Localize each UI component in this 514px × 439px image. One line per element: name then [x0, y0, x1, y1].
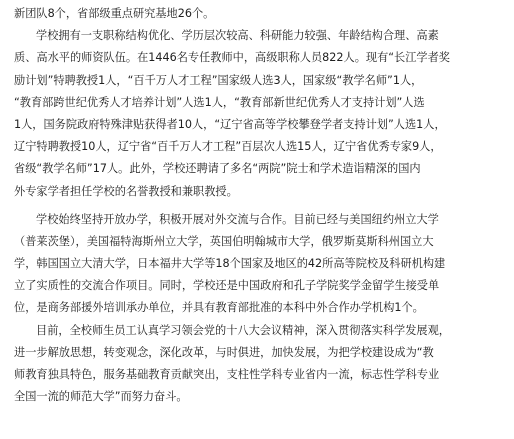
text-line: 1人，国务院政府特殊津贴获得者10人，“辽宁省高等学校攀登学者支持计划”人选1人，: [14, 117, 446, 131]
text-line: 省级“教学名师”17人。此外，学校还聘请了多名“两院”院士和学术造诣精深的国内: [14, 162, 421, 176]
text-line: 学校始终坚持开放办学，积极开展对外交流与合作。目前已经与美国纽约州立大学: [36, 212, 439, 226]
text-line: 质、高水平的师资队伍。在1446名专任教师中，高级职称人员822人。现有“长江学者奖: [14, 51, 450, 65]
document-body: [14, 3, 502, 408]
text-line: 新团队8个，省部级重点研究基地26个。: [14, 7, 215, 20]
document-page: [14, 0, 502, 408]
text-line: 进一步解放思想，转变观念，深化改革，与时俱进，加快发展，为把学校建设成为“教: [14, 345, 434, 359]
text-line: （普莱茨堡），美国福特海斯州立大学，英国伯明翰城市大学，俄罗斯莫斯科州国立大: [14, 234, 434, 248]
text-line: 全国一流的师范大学”而努力奋斗。: [14, 390, 188, 404]
text-line: 师教育独具特色，服务基础教育贡献突出，支柱性学科专业省内一流，标志性学科专业: [14, 368, 440, 381]
text-line: 位，是商务部援外培训承办单位，并具有教育部批准的本科中外合作办学机构1个。: [14, 301, 424, 315]
text-line: 励计划”特聘教授1人，“百千万人才工程”国家级人选3人，国家级“教学名师”1人，: [14, 73, 423, 87]
text-line: 学，韩国国立大清大学，日本福井大学等18个国家及地区的42所高等院校及科研机构建: [14, 257, 446, 271]
text-line: 外专家学者担任学校的名誉教授和兼职教授。: [14, 184, 238, 198]
text-line: 立了实质性的交流合作项目。同时，学校还是中国政府和孔子学院奖学金留学生接受单: [14, 279, 440, 293]
text-line: 学校拥有一支职称结构优化、学历层次较高、科研能力较强、年龄结构合理、高素: [36, 29, 439, 43]
text-line: 目前，全校师生员工认真学习领会党的十八大会议精神，深入贯彻落实科学发展观，: [36, 323, 450, 337]
text-line: 辽宁特聘教授10人，辽宁省“百千万人才工程”百层次人选15人，辽宁省优秀专家9人，: [14, 140, 442, 154]
text-line: “教育部跨世纪优秀人才培养计划”人选1人，“教育部新世纪优秀人才支持计划”人选: [14, 95, 425, 109]
